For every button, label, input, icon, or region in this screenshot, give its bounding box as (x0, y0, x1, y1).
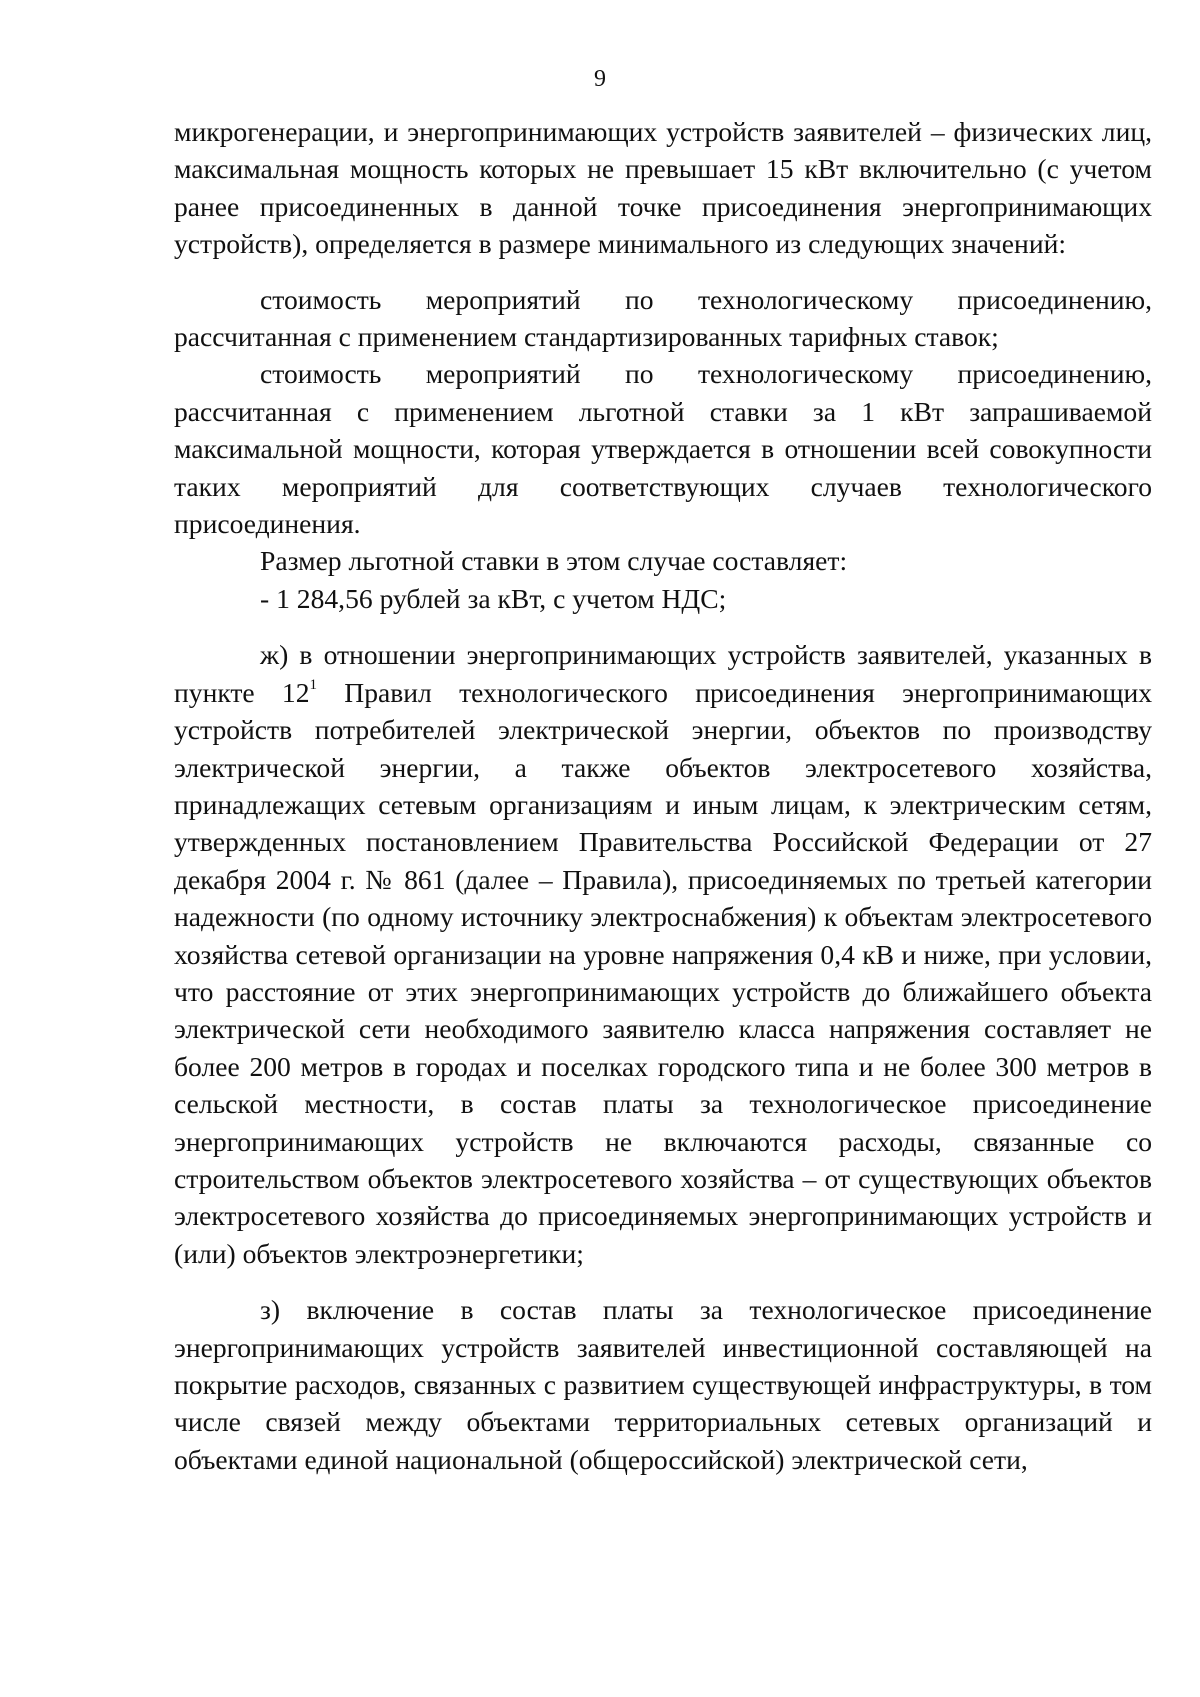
page-number: 9 (594, 66, 606, 92)
item-zh-text-end: Правил технологического присоединения энергопринимающих устройств потребителей электрической энергии, объектов по производству электрической энергии, а также объектов электросетевого хозяйства, принадлежащих сетевым организациям и иным лицам, к электрическим сетям, утвержденных постановлением Правительства Российской Федерации от 27 декабря 2004 г. № 861 (далее – Правила), присоединяемых по третьей категории надежности (по одному источнику электроснабжения) к объектам электросетевого хозяйства сетевой организации на уровне напряжения 0,4 кВ и ниже, при условии, что расстояние от этих энергопринимающих устройств до ближайшего объекта электрической сети необходимого заявителю класса напряжения составляет не более 200 метров в городах и поселках городского типа и не более 300 метров в сельской местности, в состав платы за технологическое присоединение энергопринимающих устройств не включаются расходы, связанные со строительством объектов электросетевого хозяйства – от существующих объектов электросетевого хозяйства до присоединяемых энергопринимающих устройств и (или) объектов электроэнергетики; (174, 676, 1153, 1269)
item-zh-text-start: ж) в отношении энергопринимающих устройств заявителей, указанных в пункте 12 (174, 639, 1152, 708)
paragraph-rate-value: - 1 284,56 рублей за кВт, с учетом НДС; (260, 582, 727, 614)
paragraph-preferential-rate: стоимость мероприятий по технологическому присоединению, рассчитанная с применением льготной ставки за 1 кВт запрашиваемой максимальной мощности, которая утверждается в отношении всей совокупности таких мероприятий для соответствующих случаев технологического присоединения. (174, 358, 1152, 540)
document-body (174, 113, 1152, 1478)
footnote-superscript: 1 (309, 676, 318, 693)
paragraph-intro: микрогенерации, и энергопринимающих устройств заявителей – физических лиц, максимальная мощность которых не превышает 15 кВт включительно (с учетом ранее присоединенных в данной точке присоединения энергопринимающих устройств), определяется в размере минимального из следующих значений: (174, 116, 1152, 260)
paragraph-standard-rates: стоимость мероприятий по технологическому присоединению, рассчитанная с применением стандартизированных тарифных ставок; (174, 283, 1152, 353)
paragraph-item-z: з) включение в состав платы за технологическое присоединение энергопринимающих устройств заявителей инвестиционной составляющей на покрытие расходов, связанных с развитием существующей инфраструктуры, в том числе связей между объектами территориальных сетевых организаций и объектами единой национальной (общероссийской) электрической сети, (174, 1294, 1152, 1475)
paragraph-rate-size: Размер льготной ставки в этом случае составляет: (260, 545, 848, 577)
paragraph-item-zh (174, 636, 1152, 1272)
